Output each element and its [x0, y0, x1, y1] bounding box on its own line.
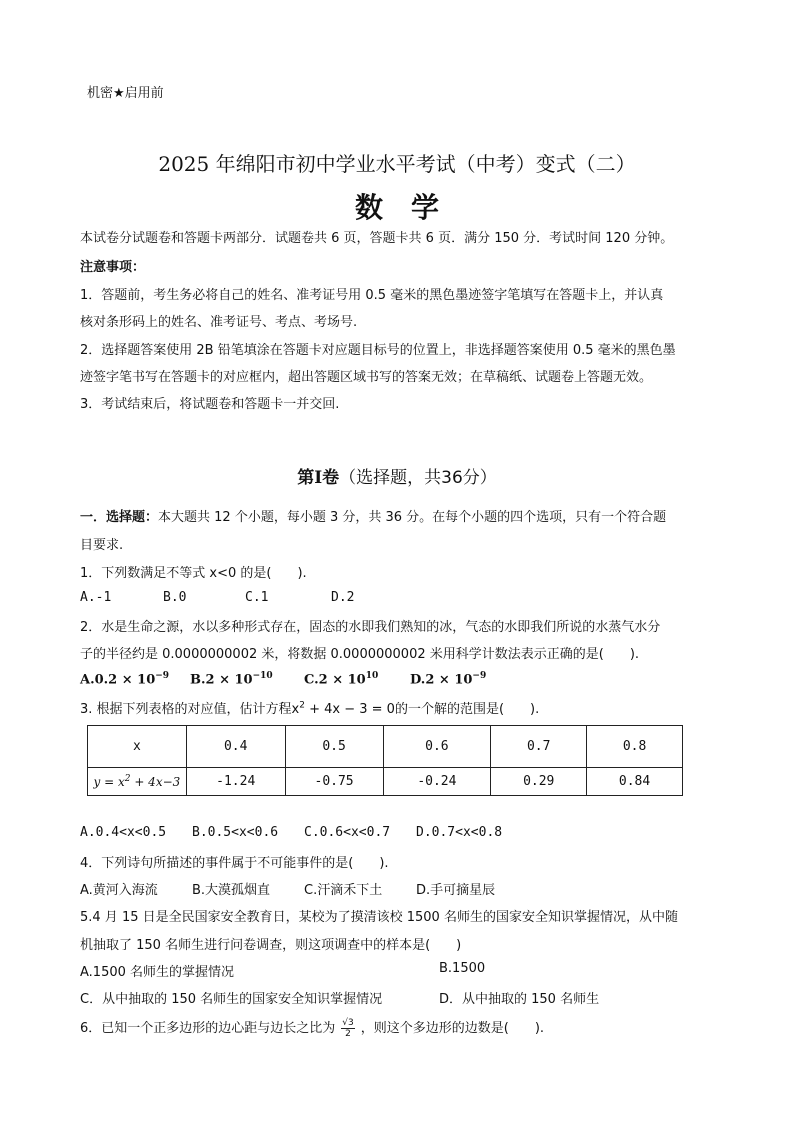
exam-intro: 本试卷分试题卷和答题卡两部分．试题卷共 6 页，答题卡共 6 页．满分 150 分．考试时间 120 分钟。 — [80, 231, 674, 246]
q5-stem-cont: 机抽取了 150 名师生进行问卷调查，则这项调查中的样本是( ) — [80, 938, 462, 953]
q2-stem-cont: 子的半径约是 0.0000000002 米，将数据 0.0000000002 米用科学计数法表示正确的是( ). — [80, 647, 640, 662]
q3-value-table — [87, 725, 683, 796]
q6-fraction: $\frac{√3}{2}$ — [342, 1018, 354, 1039]
note-line: 核对条形码上的姓名、准考证号、考点、考场号. — [80, 315, 358, 330]
q4-stem: 4．下列诗句所描述的事件属于不可能事件的是( ). — [80, 856, 389, 871]
exam-title: 2025 年绵阳市初中学业水平考试（中考）变式（二） — [158, 152, 636, 176]
part-title — [0, 463, 794, 488]
q1-option-b: B.0 — [163, 590, 187, 605]
q5-option-d: D．从中抽取的 150 名师生 — [439, 992, 600, 1007]
q3-option-c: C.0.6<x<0.7 — [304, 825, 391, 840]
q5-option-a: A.1500 名师生的掌握情况 — [80, 965, 235, 980]
q3-stem: 3. 根据下列表格的对应值，估计方程$x^2 + 4x - 3 = 0$的一个解的范围是( ). — [80, 700, 540, 717]
q4-option-a: A.黄河入海流 — [80, 883, 158, 898]
table-cell-x: 0.7 — [491, 726, 587, 768]
table-header-y: $y = x^2 + 4x-3$ — [88, 768, 187, 796]
q2-option-d: $D.2 \times 10^{-9}$ — [410, 671, 487, 688]
section-heading — [80, 506, 666, 525]
table-cell-x: 0.8 — [587, 726, 683, 768]
table-header-x: x — [88, 726, 187, 768]
q3-option-a: A.0.4<x<0.5 — [80, 825, 167, 840]
subject-title: 数 学 — [354, 191, 439, 224]
q1-option-a: A.-1 — [80, 590, 112, 605]
confidential-label: 机密★启用前 — [87, 86, 164, 101]
part-title-rest: （选择题，共36分） — [339, 468, 497, 488]
notes-heading: 注意事项： — [80, 260, 146, 275]
table-cell-y: 0.29 — [491, 768, 587, 796]
section-desc: 本大题共 12 个小题，每小题 3 分，共 36 分。在每个小题的四个选项，只有一个符合题 — [158, 510, 667, 525]
section-label: 一．选择题： — [80, 510, 159, 525]
table-cell-y: -0.24 — [383, 768, 491, 796]
q4-option-d: D.手可摘星辰 — [416, 883, 496, 898]
table-cell-y: -1.24 — [186, 768, 285, 796]
q6-stem: 6．已知一个正多边形的边心距与边长之比为 $\frac{√3}{2}$ ，则这个多边形的边数是( ). — [80, 1018, 545, 1039]
q2-option-b: $B.2 \times 10^{-10}$ — [190, 671, 273, 688]
table-cell-x: 0.5 — [285, 726, 383, 768]
table-cell-y: 0.84 — [587, 768, 683, 796]
q3-option-d: D.0.7<x<0.8 — [416, 825, 503, 840]
q3-option-b: B.0.5<x<0.6 — [192, 825, 279, 840]
part-title-bold: 第Ⅰ卷 — [297, 468, 340, 488]
table-cell-x: 0.4 — [186, 726, 285, 768]
section-desc-cont: 目要求. — [80, 538, 124, 553]
q2-option-c: $C.2 \times 10^{10}$ — [304, 671, 379, 688]
q4-option-c: C.汗滴禾下土 — [304, 883, 383, 898]
q2-option-a: $A.0.2 \times 10^{-9}$ — [80, 671, 170, 688]
q5-stem: 5.4 月 15 日是全民国家安全教育日，某校为了摸清该校 1500 名师生的国家安全知识掌握情况，从中随 — [80, 910, 678, 925]
q4-option-b: B.大漠孤烟直 — [192, 883, 271, 898]
note-line: 2．选择题答案使用 2B 铅笔填涂在答题卡对应题目标号的位置上，非选择题答案使用 0.5 毫米的黑色墨 — [80, 343, 676, 358]
q1-option-d: D.2 — [331, 590, 355, 605]
q1-stem: 1．下列数满足不等式 x<0 的是( ). — [80, 566, 307, 581]
q5-option-c: C．从中抽取的 150 名师生的国家安全知识掌握情况 — [80, 992, 383, 1007]
table-cell-y: -0.75 — [285, 768, 383, 796]
note-line: 3．考试结束后，将试题卷和答题卡一并交回. — [80, 397, 340, 412]
note-line: 迹签字笔书写在答题卡的对应框内，超出答题区域书写的答案无效；在草稿纸、试题卷上答题无效。 — [80, 370, 653, 385]
q2-stem: 2．水是生命之源，水以多种形式存在，固态的水即我们熟知的冰，气态的水即我们所说的水蒸气水分 — [80, 620, 661, 635]
table-cell-x: 0.6 — [383, 726, 491, 768]
q1-option-c: C.1 — [245, 590, 269, 605]
note-line: 1．答题前，考生务必将自己的姓名、准考证号用 0.5 毫米的黑色墨迹签字笔填写在答题卡上，并认真 — [80, 288, 664, 303]
q5-option-b: B.1500 — [439, 961, 486, 976]
